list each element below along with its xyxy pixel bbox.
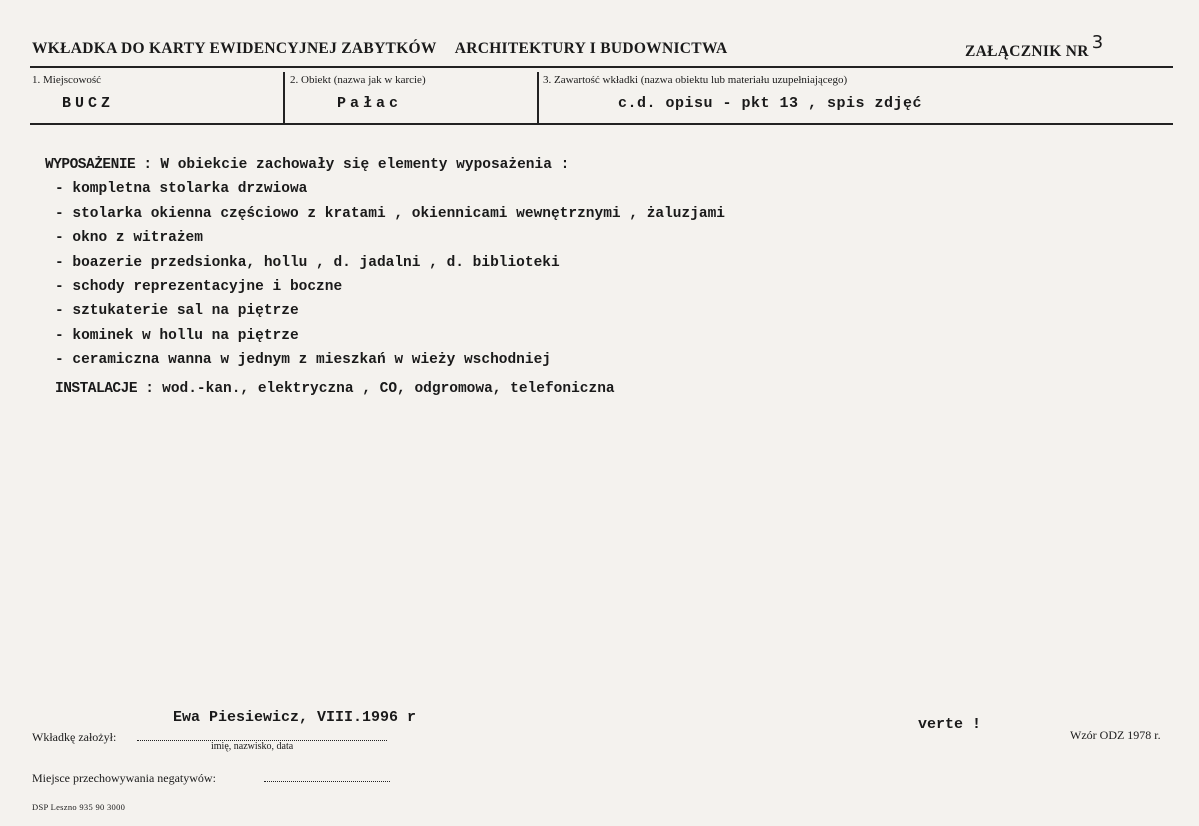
verte-note: verte ! <box>918 716 982 733</box>
installations-line <box>55 377 1135 401</box>
field-value-locality: BUCZ <box>62 95 115 112</box>
field-label-contents: 3. Zawartość wkładki (nazwa obiektu lub materiału uzupełniającego) <box>543 74 848 86</box>
field-divider-1 <box>283 72 285 123</box>
description-body <box>45 153 1135 401</box>
field-label-object: 2. Obiekt (nazwa jak w karcie) <box>290 74 426 86</box>
equipment-intro: W obiekcie zachowały się elementy wyposażenia : <box>151 157 570 173</box>
equipment-item: - boazerie przedsionka, hollu , d. jadalni , d. biblioteki <box>55 254 560 271</box>
equipment-item: - okno z witrażem <box>55 230 203 247</box>
equipment-item: - ceramiczna wanna w jednym z mieszkań w wieży wschodniej <box>55 352 551 369</box>
equipment-line <box>45 153 1135 177</box>
equipment-heading: WYPOSAŻENIE : <box>45 157 152 173</box>
header-rule-top <box>30 66 1173 68</box>
equipment-item: - stolarka okienna częściowo z kratami , okiennicami wewnętrznymi , żaluzjami <box>55 205 726 222</box>
negatives-location-dotted-line <box>264 781 390 782</box>
installations-heading: INSTALACJE : <box>55 380 154 397</box>
annex-number: 3 <box>1091 32 1104 53</box>
equipment-item: - schody reprezentacyjne i boczne <box>55 278 343 295</box>
field-value-contents: c.d. opisu - pkt 13 , spis zdjęć <box>618 95 923 112</box>
form-title-part2: ARCHITEKTURY I BUDOWNICTWA <box>454 40 728 57</box>
form-title <box>32 40 728 58</box>
negatives-location-label: Miejsce przechowywania negatywów: <box>32 771 216 785</box>
installations-text: wod.-kan., elektryczna , CO, odgromowa, telefoniczna <box>153 380 615 397</box>
equipment-item: - sztukaterie sal na piętrze <box>55 303 299 320</box>
field-value-object: Pałac <box>337 95 403 112</box>
annex-label <box>965 32 1104 61</box>
field-divider-2 <box>537 72 539 123</box>
equipment-item: - kominek w hollu na piętrze <box>55 327 299 344</box>
prepared-by-caption: imię, nazwisko, data <box>211 741 294 752</box>
prepared-by-label: Wkładkę założył: <box>32 730 117 744</box>
form-title-part1: WKŁADKA DO KARTY EWIDENCYJNEJ ZABYTKÓW <box>32 40 437 57</box>
prepared-by-value: Ewa Piesiewicz, VIII.1996 r <box>173 709 417 726</box>
annex-label-text: ZAŁĄCZNIK NR <box>965 43 1089 60</box>
header-rule-bottom <box>30 123 1173 125</box>
printer-imprint: DSP Leszno 935 90 3000 <box>32 802 126 812</box>
field-label-locality: 1. Miejscowość <box>32 74 102 86</box>
form-pattern-label: Wzór ODZ 1978 r. <box>1070 728 1161 742</box>
equipment-item: - kompletna stolarka drzwiowa <box>55 181 308 198</box>
